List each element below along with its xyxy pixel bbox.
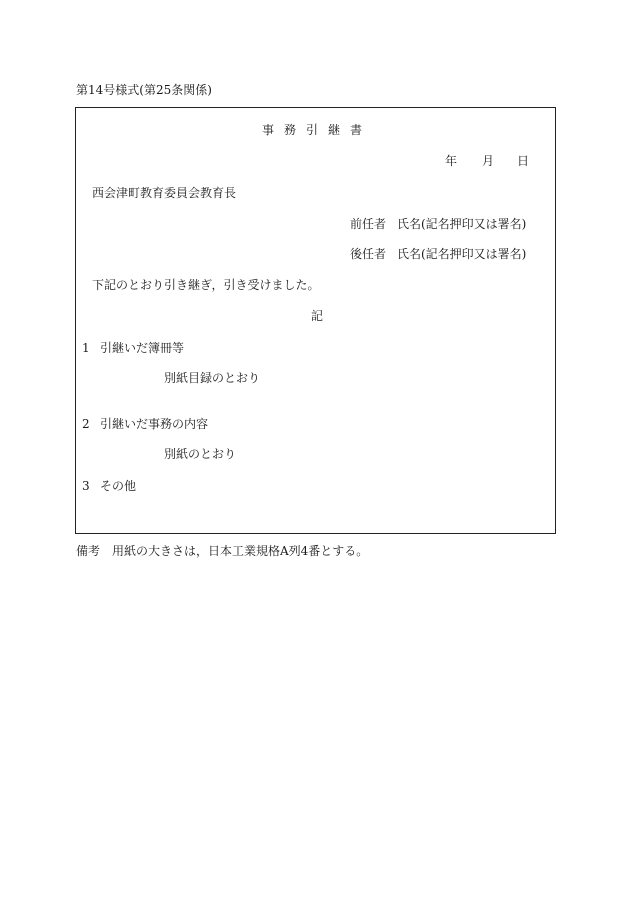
item-detail: 別紙目録のとおり <box>164 371 261 385</box>
date-day-label: 日 <box>517 154 530 168</box>
predecessor-label: 前任者 <box>350 217 387 231</box>
item-number: 2 <box>82 417 90 431</box>
date-month-label: 月 <box>482 154 495 168</box>
addressee: 西会津町教育委員会教育長 <box>92 186 237 200</box>
successor-label: 後任者 <box>350 247 387 261</box>
item-title: その他 <box>100 479 137 493</box>
item-number: 1 <box>82 341 90 355</box>
remarks-note: 備考 用紙の大きさは，日本工業規格A列4番とする。 <box>76 544 369 558</box>
ki-mark: 記 <box>311 309 324 323</box>
document-title: 事務引継書 <box>262 123 373 137</box>
statement: 下記のとおり引き継ぎ，引き受けました。 <box>92 278 320 292</box>
item-detail: 別紙のとおり <box>164 447 237 461</box>
successor-signature: 氏名(記名押印又は署名) <box>397 247 527 261</box>
item-title: 引継いだ事務の内容 <box>100 417 209 431</box>
form-number: 第14号様式(第25条関係) <box>76 83 212 97</box>
date-year-label: 年 <box>445 154 458 168</box>
predecessor-signature: 氏名(記名押印又は署名) <box>397 217 527 231</box>
item-title: 引継いだ簿冊等 <box>100 341 185 355</box>
item-number: 3 <box>82 479 90 493</box>
